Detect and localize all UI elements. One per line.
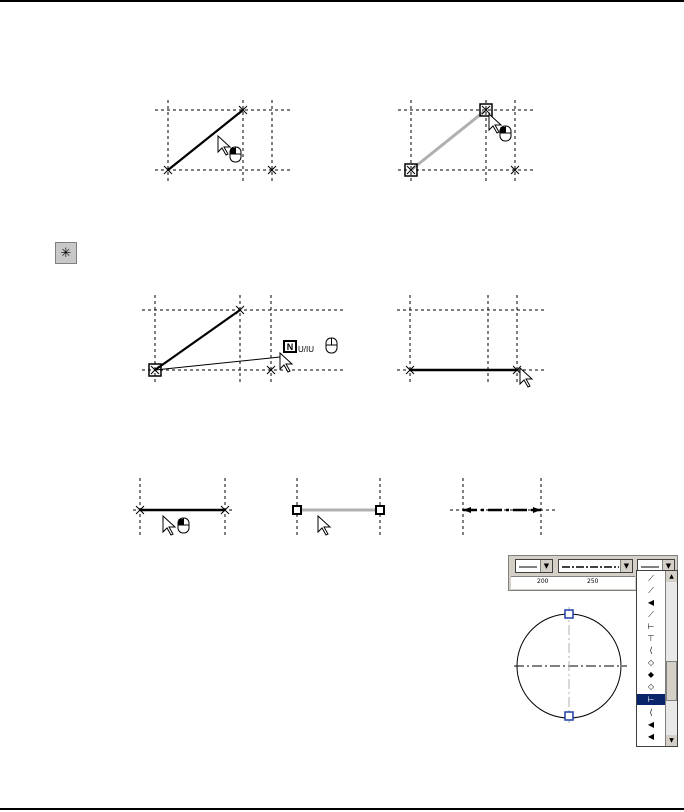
figure-line-hover-svg — [150, 100, 300, 185]
scroll-down-icon[interactable]: ▼ — [666, 735, 677, 746]
figure-line-hover-small-svg — [130, 478, 240, 538]
dropdown-item[interactable]: ⟨ — [649, 646, 653, 655]
ruler-tick-250: 250 — [587, 578, 599, 585]
figure-line-selected-small — [285, 478, 395, 538]
figure-circle-svg — [512, 605, 637, 725]
figure-line-hover — [150, 100, 300, 185]
figure-drag-endpoint — [140, 295, 370, 385]
svg-text:N: N — [286, 342, 294, 352]
mouse-pointer-icon — [520, 368, 532, 387]
top-rule — [0, 0, 684, 2]
chevron-down-icon[interactable]: ▼ — [662, 560, 674, 572]
bottom-rule — [0, 808, 684, 810]
dropdown-item[interactable]: ⟨ — [649, 708, 653, 717]
line-type-combo[interactable] — [558, 559, 633, 573]
dropdown-item-selected[interactable]: ⊢ — [637, 694, 665, 705]
figure-drag-endpoint-svg — [140, 295, 370, 385]
ruler-tick-200: 200 — [537, 578, 549, 585]
mouse-icon — [230, 147, 241, 162]
dropdown-item[interactable]: ◆ — [647, 670, 655, 679]
figure-line-horizontal-svg — [395, 295, 555, 385]
dropdown-item[interactable]: ◇ — [647, 682, 655, 691]
mouse-pointer-icon — [280, 353, 292, 372]
scroll-up-icon[interactable]: ▲ — [666, 571, 677, 582]
mouse-icon — [326, 338, 337, 353]
mouse-icon — [178, 518, 189, 533]
figure-line-dashdot-small — [445, 478, 565, 538]
mouse-pointer-icon — [489, 114, 501, 133]
figure-line-hover-small — [130, 478, 240, 538]
snap-star-icon: ✳ — [60, 245, 72, 261]
svg-text:U/IU: U/IU — [298, 345, 314, 354]
line-width-combo[interactable] — [515, 559, 553, 573]
chevron-down-icon[interactable]: ▼ — [620, 560, 632, 572]
dropdown-item[interactable]: ⊤ — [647, 634, 655, 643]
dropdown-item[interactable]: ⊢ — [647, 622, 655, 631]
figure-line-selected-svg — [393, 100, 543, 185]
figure-circle — [512, 605, 637, 725]
dropdown-scrollbar[interactable] — [665, 571, 677, 746]
mouse-icon — [500, 126, 511, 141]
scroll-thumb[interactable] — [666, 661, 677, 701]
dropdown-item[interactable]: ◀ — [647, 720, 655, 729]
figure-line-selected-small-svg — [285, 478, 395, 538]
dropdown-item[interactable]: ⟋ — [648, 610, 654, 619]
figure-line-selected — [393, 100, 543, 185]
mouse-pointer-icon — [163, 516, 175, 535]
chevron-down-icon[interactable]: ▼ — [540, 560, 552, 572]
ruler — [511, 576, 635, 589]
mouse-pointer-icon — [318, 516, 330, 535]
line-end-dropdown[interactable] — [636, 570, 678, 747]
dropdown-item[interactable]: ⟋ — [648, 586, 654, 595]
snap-tool-button[interactable] — [55, 242, 77, 264]
figure-line-dashdot-small-svg — [445, 478, 565, 538]
key-n-icon — [283, 340, 297, 353]
dropdown-item[interactable]: ⟋ — [648, 574, 654, 583]
dropdown-item[interactable]: ◇ — [647, 658, 655, 667]
figure-line-horizontal — [395, 295, 555, 385]
mouse-pointer-icon — [218, 136, 230, 155]
dropdown-item[interactable]: ◀ — [647, 732, 655, 741]
dropdown-item[interactable]: ◀ — [647, 598, 655, 607]
